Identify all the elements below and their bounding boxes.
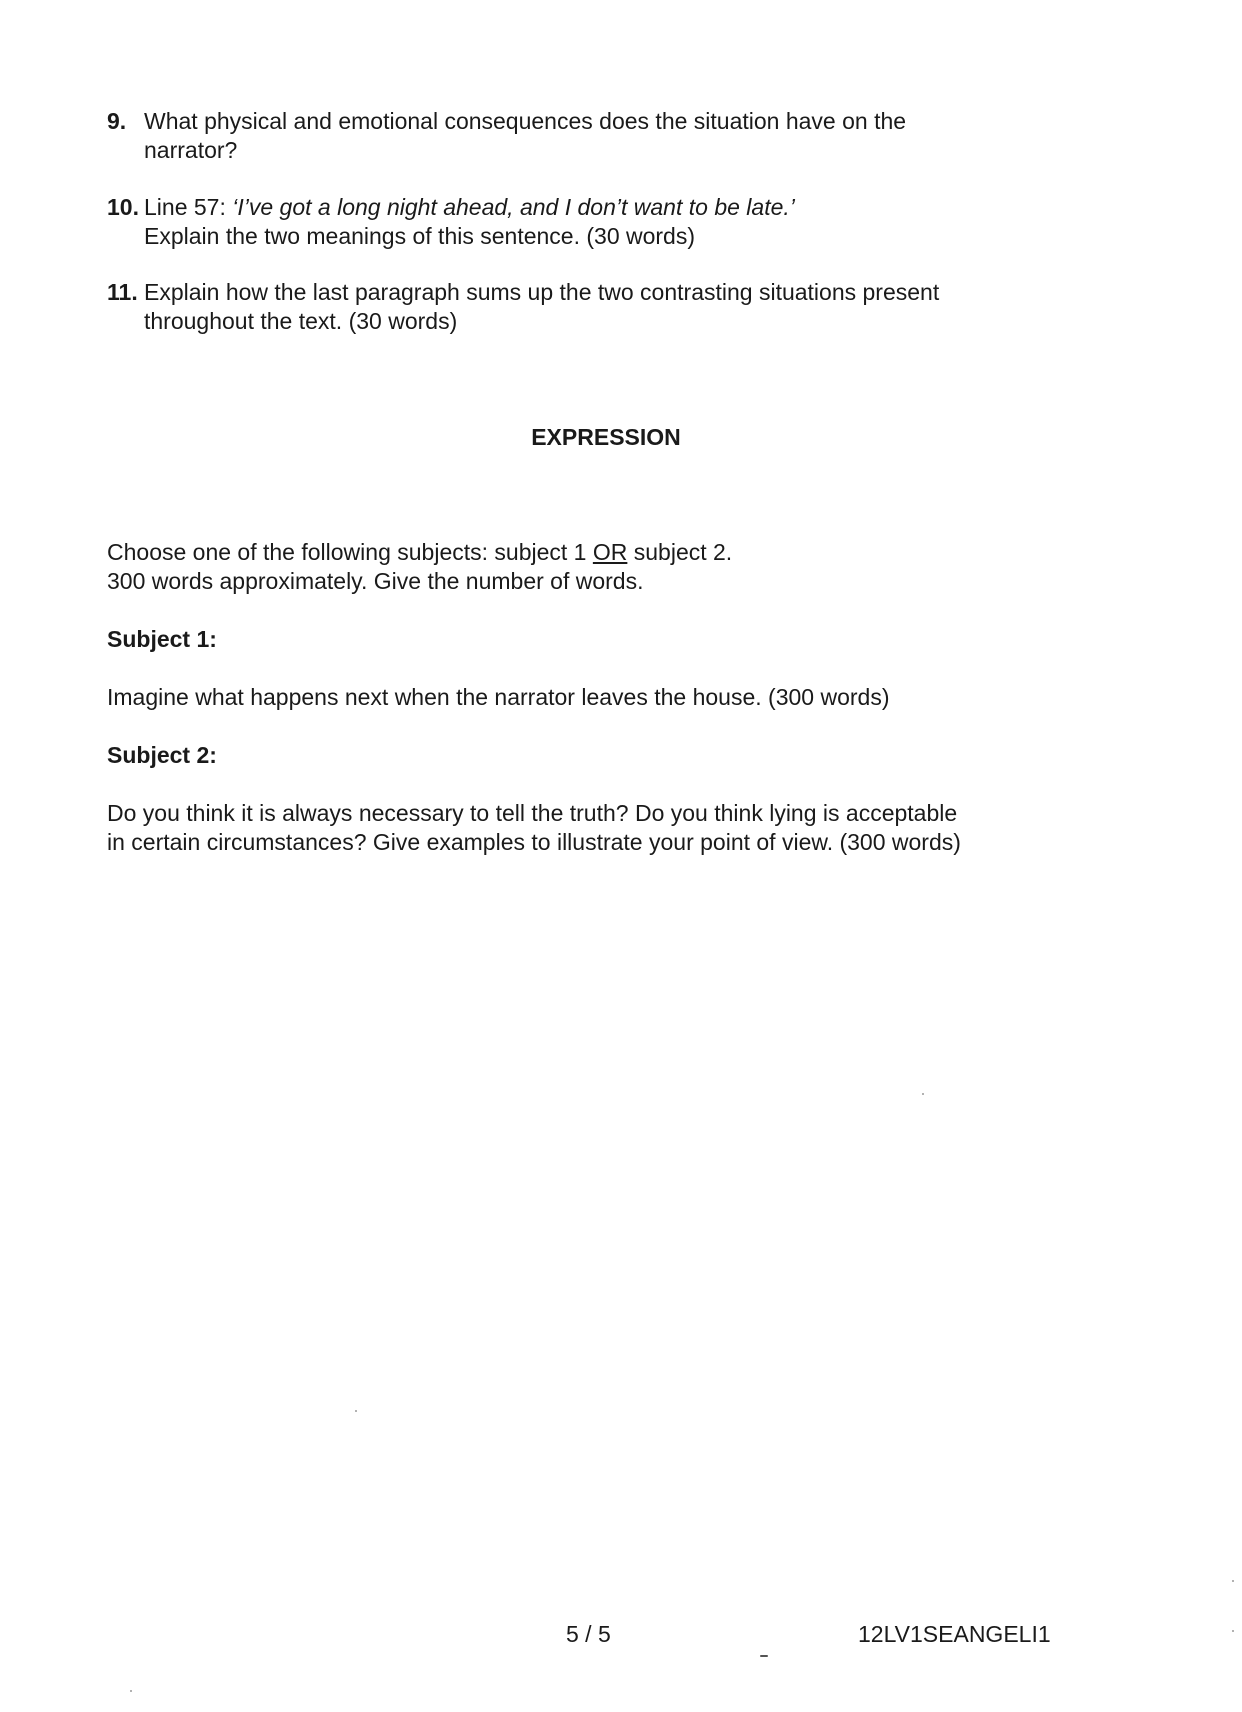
instructions-line: 300 words approximately. Give the number of words. <box>107 568 644 594</box>
instructions <box>107 538 1107 596</box>
question-11 <box>107 278 1107 336</box>
question-line: Explain how the last paragraph sums up the two contrasting situations present <box>144 279 940 305</box>
subject-1-text: Imagine what happens next when the narrator leaves the house. (300 words) <box>107 684 890 710</box>
line-reference: Line 57: <box>144 194 233 220</box>
subject-2-label: Subject 2: <box>107 742 217 768</box>
scan-speck <box>922 1093 924 1095</box>
subject-2-line: Do you think it is always necessary to tell the truth? Do you think lying is acceptable <box>107 800 958 826</box>
question-line: Explain the two meanings of this sentence. (30 words) <box>144 223 696 249</box>
document-code: 12LV1SEANGELI1 <box>858 1621 1051 1647</box>
question-line <box>144 193 1107 222</box>
quoted-sentence: ‘I’ve got a long night ahead, and I don’t want to be late.’ <box>232 194 795 220</box>
instructions-text: Choose one of the following subjects: subject 1 <box>107 539 593 565</box>
scan-speck <box>1232 1630 1234 1632</box>
question-number: 9. <box>107 108 127 134</box>
page-number: 5 / 5 <box>566 1621 611 1647</box>
question-9 <box>107 107 1107 165</box>
subject-2-line: in certain circumstances? Give examples to illustrate your point of view. (300 words) <box>107 829 961 855</box>
question-text <box>144 278 1107 336</box>
instructions-line <box>107 538 1107 567</box>
question-text <box>144 107 1107 165</box>
underlined-or: OR <box>592 539 628 565</box>
question-line: What physical and emotional consequences does the situation have on the <box>144 108 907 134</box>
question-number: 11. <box>107 279 138 305</box>
scan-speck <box>760 1655 768 1657</box>
subject-2-text <box>107 799 1107 857</box>
scan-speck <box>1232 1580 1234 1582</box>
question-text <box>144 193 1107 251</box>
section-heading: EXPRESSION <box>531 424 681 450</box>
question-line: narrator? <box>144 137 238 163</box>
scan-speck <box>130 1690 132 1692</box>
subject-1-label: Subject 1: <box>107 626 217 652</box>
instructions-text: subject 2. <box>627 539 733 565</box>
question-line: throughout the text. (30 words) <box>144 308 458 334</box>
scan-speck <box>355 1410 357 1412</box>
question-number: 10. <box>107 194 139 220</box>
question-10 <box>107 193 1107 251</box>
